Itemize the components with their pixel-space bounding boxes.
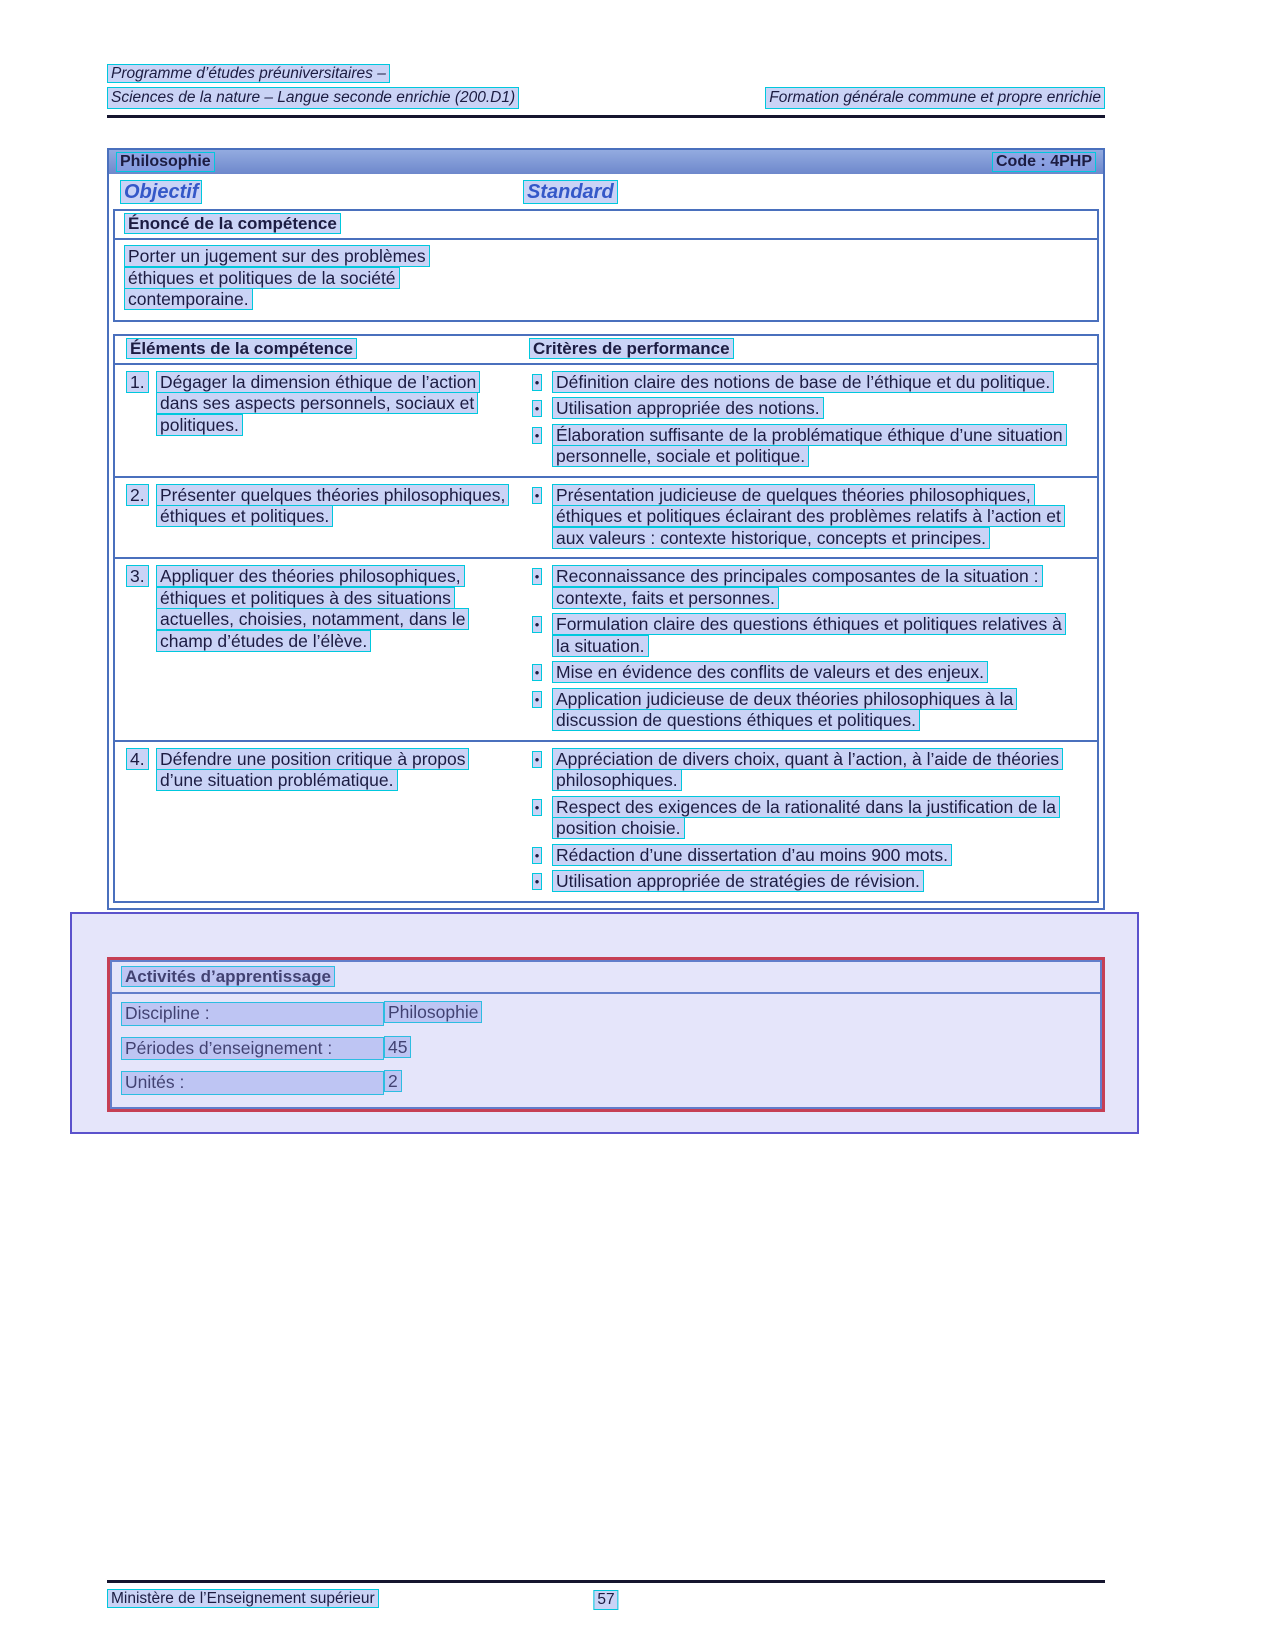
header-right-text: Formation générale commune et propre enrichie <box>765 87 1105 109</box>
criterion-text: Définition claire des notions de base de l’éthique et du politique. <box>552 371 1054 393</box>
page-footer <box>107 1580 1105 1612</box>
criterion-item <box>529 614 1073 657</box>
criterion-text: Respect des exigences de la rationalité dans la justification de la position choisie. <box>552 796 1060 840</box>
objectif-standard-row <box>109 174 1103 209</box>
competence-row-2 <box>115 476 1097 558</box>
element-text: Défendre une position critique à propos d’une situation problématique. <box>156 748 469 792</box>
activity-value: 2 <box>384 1070 402 1092</box>
elements-header-cell <box>115 338 529 360</box>
header-program-title: Programme d’études préuniversitaires – <box>107 64 390 83</box>
header-line-1 <box>107 64 1105 84</box>
activity-row-unites <box>121 1071 1091 1095</box>
criterion-item <box>529 398 1073 420</box>
activities-table <box>110 960 1102 1109</box>
element-cell <box>115 485 529 550</box>
enonce-text: Porter un jugement sur des problèmes éthiques et politiques de la société contemporaine. <box>124 246 469 311</box>
activity-label: Discipline : <box>121 1002 384 1026</box>
criterion-item <box>529 871 1073 893</box>
header-line-2 <box>107 87 1105 109</box>
criterion-item <box>529 425 1073 468</box>
criterion-text: Mise en évidence des conflits de valeurs et des enjeux. <box>552 661 988 683</box>
criterion-item <box>529 566 1073 609</box>
element-text: Appliquer des théories philosophiques, éthiques et politiques à des situations actuelles, choisies, notamment, dans le champ d’études de l’élève. <box>156 565 469 652</box>
criteria-cell <box>529 566 1097 732</box>
bullet-icon: • <box>532 568 543 585</box>
bullet-icon: • <box>532 374 543 391</box>
bullet-icon: • <box>532 751 543 768</box>
activity-value: 45 <box>384 1036 411 1058</box>
activities-heading: Activités d’apprentissage <box>121 966 335 987</box>
enonce-heading-row <box>115 211 1097 240</box>
element-text: Présenter quelques théories philosophiques, éthiques et politiques. <box>156 484 509 528</box>
standard-column-header <box>523 179 1103 205</box>
element-number: 1. <box>126 371 149 393</box>
activity-label: Unités : <box>121 1071 384 1095</box>
bullet-icon: • <box>532 400 543 417</box>
competence-row-4 <box>115 740 1097 901</box>
bullet-icon: • <box>532 664 543 681</box>
section-title-bar <box>109 150 1103 174</box>
criteria-cell <box>529 749 1097 893</box>
element-cell <box>115 566 529 732</box>
elements-heading: Éléments de la compétence <box>126 338 357 359</box>
table-header-row <box>115 336 1097 365</box>
criterion-text: Appréciation de divers choix, quant à l’action, à l’aide de théories philosophiques. <box>552 748 1063 792</box>
criteres-heading: Critères de performance <box>529 338 734 359</box>
criterion-text: Présentation judicieuse de quelques théories philosophiques, éthiques et politiques éclairant des problèmes relatifs à l’action et aux valeurs : contexte historique, concepts et principes. <box>552 484 1065 549</box>
element-text: Dégager la dimension éthique de l’action dans ses aspects personnels, sociaux et politiques. <box>156 371 480 436</box>
competency-table <box>107 148 1105 910</box>
activity-label: Périodes d’enseignement : <box>121 1037 384 1061</box>
activities-red-annotation-box <box>107 957 1105 1112</box>
enonce-box <box>113 209 1099 322</box>
objectif-column-header <box>109 179 523 205</box>
criteria-cell <box>529 372 1097 468</box>
element-cell <box>115 372 529 468</box>
activities-body <box>112 994 1100 1107</box>
criterion-item <box>529 662 1073 684</box>
criterion-text: Application judicieuse de deux théories philosophiques à la discussion de questions éthiques et politiques. <box>552 688 1017 732</box>
competence-row-3 <box>115 557 1097 740</box>
criterion-text: Utilisation appropriée de stratégies de révision. <box>552 870 924 892</box>
course-code: Code : 4PHP <box>992 152 1096 172</box>
activity-row-periodes <box>121 1037 1091 1061</box>
footer-ministry: Ministère de l’Enseignement supérieur <box>107 1589 379 1608</box>
bullet-icon: • <box>532 616 543 633</box>
criterion-item <box>529 372 1073 394</box>
competence-row-1 <box>115 365 1097 476</box>
bullet-icon: • <box>532 691 543 708</box>
bullet-icon: • <box>532 487 543 504</box>
discipline-title: Philosophie <box>116 152 215 172</box>
bullet-icon: • <box>532 873 543 890</box>
objectif-heading: Objectif <box>120 180 202 204</box>
bullet-icon: • <box>532 847 543 864</box>
criterion-text: Formulation claire des questions éthiques et politiques relatives à la situation. <box>552 613 1066 657</box>
element-number: 2. <box>126 484 149 506</box>
element-number: 3. <box>126 565 149 587</box>
page-number: 57 <box>593 1590 618 1610</box>
activities-heading-row <box>112 962 1100 994</box>
criterion-item <box>529 845 1073 867</box>
enonce-heading: Énoncé de la compétence <box>124 213 341 234</box>
criterion-text: Reconnaissance des principales composantes de la situation : contexte, faits et personnes. <box>552 565 1043 609</box>
criteria-cell <box>529 485 1097 550</box>
criterion-item <box>529 797 1073 840</box>
criterion-text: Rédaction d’une dissertation d’au moins 900 mots. <box>552 844 952 866</box>
bullet-icon: • <box>532 799 543 816</box>
criterion-item <box>529 749 1073 792</box>
element-number: 4. <box>126 748 149 770</box>
enonce-body <box>115 240 1097 320</box>
activity-value: Philosophie <box>384 1001 482 1023</box>
criterion-text: Utilisation appropriée des notions. <box>552 397 824 419</box>
elements-criteria-table <box>113 334 1099 903</box>
activity-row-discipline <box>121 1002 1091 1026</box>
bullet-icon: • <box>532 427 543 444</box>
header-program-subtitle: Sciences de la nature – Langue seconde enrichie (200.D1) <box>107 87 519 109</box>
standard-heading: Standard <box>523 180 618 204</box>
criterion-item <box>529 485 1073 550</box>
criteres-header-cell <box>529 338 1097 360</box>
element-cell <box>115 749 529 893</box>
criterion-item <box>529 689 1073 732</box>
criterion-text: Élaboration suffisante de la problématique éthique d’une situation personnelle, sociale et politique. <box>552 424 1067 468</box>
page-header <box>107 64 1105 118</box>
